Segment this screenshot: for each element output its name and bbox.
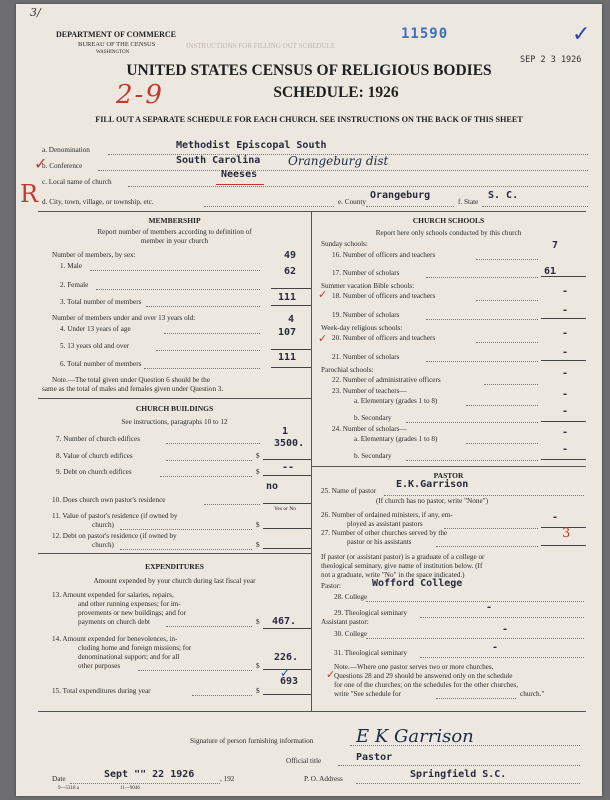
- q29-value: -: [486, 602, 493, 613]
- city-town-label: d. City, town, village, or township, etc.: [42, 198, 154, 206]
- q5-leader: [156, 350, 260, 351]
- pastor-heading: PASTOR: [433, 471, 464, 480]
- q6-leader: [144, 368, 260, 369]
- address-label: P. O. Address: [304, 775, 343, 783]
- q23b-leader: [406, 422, 538, 423]
- q24b-value: -: [562, 444, 569, 455]
- q30-value: -: [502, 624, 509, 635]
- q6-line: [271, 367, 311, 368]
- conference-handwritten: Orangeburg dist: [288, 154, 389, 168]
- q13-dollar: $: [256, 618, 260, 626]
- date-suffix: , 192: [220, 775, 235, 783]
- q10-label: 10. Does church own pastor's residence: [52, 496, 166, 504]
- conference-line: [98, 170, 588, 171]
- conference-value: South Carolina: [176, 155, 261, 166]
- q14-dollar: $: [256, 662, 260, 670]
- q13-label-b: and other running expenses; for im-: [78, 600, 181, 608]
- form-code-2: 11—9046: [120, 786, 140, 791]
- city-label: WASHINGTON: [96, 50, 130, 55]
- q6-value: 111: [278, 352, 297, 363]
- q19-label: 19. Number of scholars: [332, 311, 400, 319]
- q4-value: 4: [288, 314, 295, 325]
- form-number: 11590: [401, 26, 449, 42]
- q8-label: 8. Value of church edifices: [56, 452, 133, 460]
- date-stamp: SEP 2 3 1926: [520, 55, 582, 65]
- date-line: [70, 783, 220, 784]
- q28-leader: [366, 601, 584, 602]
- expenditures-heading: EXPENDITURES: [145, 562, 204, 571]
- q15-dollar: $: [256, 687, 260, 695]
- q22-label: 22. Number of administrative officers: [332, 376, 441, 384]
- q18-value: -: [562, 286, 569, 297]
- margin-check-mark: ✓: [34, 154, 48, 173]
- date-value: Sept "" 22 1926: [104, 769, 195, 780]
- q19-value: -: [562, 305, 569, 316]
- q12-dollar: $: [256, 541, 260, 549]
- q3-leader: [146, 306, 260, 307]
- q6-label: 6. Total number of members: [60, 360, 142, 368]
- schools-bottom-rule: [311, 466, 586, 467]
- q17-value: 61: [544, 266, 557, 277]
- q24a-leader: [466, 443, 538, 444]
- q8-leader: [166, 460, 252, 461]
- q14-leader: [138, 670, 252, 671]
- q18-label: 18. Number of officers and teachers: [332, 292, 436, 300]
- schedule-label: SCHEDULE: 1926: [273, 84, 399, 101]
- pastor-note4: write "See schedule for: [334, 690, 401, 698]
- denomination-label: a. Denomination: [42, 146, 90, 154]
- q10-value: no: [266, 481, 279, 492]
- q27-line: [541, 545, 586, 546]
- membership-heading: MEMBERSHIP: [148, 216, 201, 225]
- state-line: [482, 206, 588, 207]
- q2-label: 2. Female: [60, 281, 89, 289]
- q1-label: 1. Male: [60, 262, 82, 270]
- q29-leader: [420, 617, 584, 618]
- q7-value: 1: [282, 426, 289, 437]
- q25-label: 25. Name of pastor: [321, 487, 377, 495]
- q16-leader: [476, 259, 538, 260]
- q16-label: 16. Number of officers and teachers: [332, 251, 436, 259]
- q11-label-b: church): [92, 521, 114, 529]
- pastor-note1: Note.—Where one pastor serves two or more churches,: [334, 663, 494, 671]
- q15-leader: [192, 695, 252, 696]
- q31-value: -: [492, 642, 499, 653]
- conference-label: b. Conference: [42, 162, 83, 170]
- q19-line: [541, 318, 586, 319]
- q21-value: -: [562, 347, 569, 358]
- q11-label-a: 11. Value of pastor's residence (if owned by: [52, 512, 178, 520]
- q11-dollar: $: [256, 521, 260, 529]
- date-label: Date: [52, 775, 66, 783]
- section-divider-top: [38, 211, 586, 212]
- note-leader: [436, 698, 516, 699]
- q21-label: 21. Number of scholars: [332, 353, 400, 361]
- graduate-note1: If pastor (or assistant pastor) is a graduate of a college or: [321, 553, 485, 561]
- q9-line: [263, 475, 311, 476]
- q8-dollar: $: [256, 452, 260, 460]
- q14-label-c: denominational support; and for all: [78, 653, 180, 661]
- parochial-label: Parochial schools:: [321, 366, 374, 374]
- q9-leader: [160, 476, 252, 477]
- membership-sub2: member in your church: [140, 237, 209, 245]
- q23a-value: -: [562, 389, 569, 400]
- q12-label-b: church): [92, 541, 114, 549]
- q23b-label: b. Secondary: [354, 414, 392, 422]
- instructions-line: FILL OUT A SEPARATE SCHEDULE FOR EACH CHURCH. SEE INSTRUCTIONS ON THE BACK OF THIS SHEET: [95, 115, 523, 124]
- q4-leader: [164, 333, 260, 334]
- q13-line: [263, 628, 311, 629]
- q13-leader: [166, 626, 252, 627]
- q12-label-a: 12. Debt on pastor's residence (if owned by: [52, 532, 177, 540]
- q14-label-d: other purposes: [78, 662, 121, 670]
- q15-line: [263, 694, 311, 695]
- q15-label: 15. Total expenditures during year: [52, 687, 151, 695]
- q14-label-b: cluding home and foreign missions; for: [78, 644, 192, 652]
- q27-label-a: 27. Number of other churches served by the: [321, 529, 448, 537]
- handwritten-code: 2-9: [116, 80, 164, 110]
- buildings-bottom-rule: [38, 553, 311, 554]
- q12-leader: [120, 549, 252, 550]
- q19-leader: [426, 319, 538, 320]
- column-divider: [311, 211, 312, 711]
- q1-value: 49: [284, 250, 297, 261]
- q18-leader: [476, 300, 538, 301]
- state-value: S. C.: [488, 190, 519, 201]
- q30-leader: [366, 638, 584, 639]
- q23a-label: a. Elementary (grades 1 to 8): [354, 397, 438, 405]
- q10-leader: [204, 504, 260, 505]
- county-line: [366, 206, 454, 207]
- official-title-value: Pastor: [356, 752, 393, 763]
- q22-leader: [484, 384, 538, 385]
- pastor-label: Pastor:: [321, 582, 341, 590]
- q8-value: 3500.: [274, 438, 305, 449]
- q24-label: 24. Number of scholars—: [332, 425, 407, 433]
- q11-line: [263, 528, 311, 529]
- denomination-value: Methodist Episcopal South: [176, 140, 327, 151]
- q31-label: 31. Theological seminary: [334, 649, 408, 657]
- section-divider-bottom: [38, 711, 586, 712]
- pastor-note2: Questions 28 and 29 should be answered only on the schedule: [334, 672, 513, 680]
- church-name-line: [128, 186, 588, 187]
- q14-label-a: 14. Amount expended for benevolences, in-: [52, 635, 178, 643]
- church-name-value: Neeses: [221, 169, 258, 180]
- q27-leader: [436, 546, 538, 547]
- city-town-line: [204, 206, 334, 207]
- schools-sub: Report here only schools conducted by this church: [375, 229, 522, 237]
- q24a-value: -: [562, 427, 569, 438]
- q26-label-a: 26. Number of ordained ministers, if any, em-: [321, 511, 453, 519]
- q28-value: Wofford College: [372, 578, 463, 589]
- r-margin-mark: R: [20, 180, 39, 208]
- q29-label: 29. Theological seminary: [334, 609, 408, 617]
- address-line: [356, 783, 580, 784]
- official-title-label: Official title: [286, 757, 322, 765]
- dept-label: DEPARTMENT OF COMMERCE: [56, 30, 177, 39]
- church-name-label: c. Local name of church: [42, 178, 112, 186]
- expenditures-sub: Amount expended by your church during last fiscal year: [93, 577, 256, 585]
- bleed-through-text: INSTRUCTIONS FOR FILLING OUT SCHEDULE: [186, 42, 336, 50]
- signature-value: E K Garrison: [356, 726, 474, 747]
- q28-label: 28. College: [334, 593, 368, 601]
- q3-value: 111: [278, 292, 297, 303]
- county-label: e. County: [338, 198, 366, 206]
- membership-note1: Note.—The total given under Question 6 should be the: [52, 376, 210, 384]
- by-age-label: Number of members under and over 13 years old:: [52, 314, 196, 322]
- church-name-underline: [216, 184, 264, 185]
- q2-leader: [96, 289, 260, 290]
- q24b-label: b. Secondary: [354, 452, 392, 460]
- buildings-heading: CHURCH BUILDINGS: [135, 404, 214, 413]
- q4-label: 4. Under 13 years of age: [60, 325, 131, 333]
- q21-line: [541, 360, 586, 361]
- q31-leader: [420, 657, 584, 658]
- q7-label: 7. Number of church edifices: [56, 435, 141, 443]
- schools-heading: CHURCH SCHOOLS: [412, 216, 485, 225]
- address-value: Springfield S.C.: [410, 769, 507, 780]
- form-code-1: 9—5318 a: [58, 786, 79, 791]
- q17-line: [541, 276, 586, 277]
- pastor-note4b: church.": [520, 690, 545, 698]
- q11-leader: [120, 529, 252, 530]
- q13-label-d: payments on church debt: [78, 618, 151, 626]
- q24a-label: a. Elementary (grades 1 to 8): [354, 435, 438, 443]
- q27-label-b: pastor or his assistants: [347, 538, 412, 546]
- q25-note: (If church has no pastor, write "None"): [376, 497, 488, 505]
- q9-label: 9. Debt on church edifices: [56, 468, 132, 476]
- q26-leader: [444, 528, 538, 529]
- q14-value: 226.: [274, 652, 299, 663]
- q5-value: 107: [278, 327, 297, 338]
- graduate-note2: theological seminary, give name of institution below. (If: [321, 562, 483, 570]
- q15-check-mark: ✓: [280, 666, 291, 680]
- q9-dollar: $: [256, 468, 260, 476]
- q25-value: E.K.Garrison: [396, 479, 469, 490]
- q5-label: 5. 13 years old and over: [60, 342, 130, 350]
- q13-label-a: 13. Amount expended for salaries, repairs,: [52, 591, 174, 599]
- q20-check-mark: ✓: [318, 332, 328, 345]
- q25-leader: [384, 495, 584, 496]
- q2-value: 62: [284, 266, 297, 277]
- q20-label: 20. Number of officers and teachers: [332, 334, 436, 342]
- buildings-sub: See instructions, paragraphs 10 to 12: [121, 418, 228, 426]
- q23b-line: [541, 421, 586, 422]
- q1-leader: [90, 270, 260, 271]
- q27-value: 3: [562, 526, 571, 541]
- q17-leader: [426, 277, 538, 278]
- q3-line: [271, 305, 311, 306]
- note-check-mark: ✓: [326, 668, 336, 681]
- sunday-label: Sunday schools:: [321, 240, 368, 248]
- q18-check-mark: ✓: [318, 288, 328, 301]
- q24b-leader: [406, 460, 538, 461]
- graduate-note3: not a graduate, write "No" in the space indicated.): [321, 571, 465, 579]
- q22-value: -: [562, 368, 569, 379]
- q20-value: -: [562, 328, 569, 339]
- vacation-label: Summer vacation Bible schools:: [321, 282, 415, 290]
- q21-leader: [426, 361, 538, 362]
- q12-line: [263, 548, 311, 549]
- pastor-note3: for one of the churches; on the schedules for the other churches,: [334, 681, 519, 689]
- q7-leader: [166, 443, 260, 444]
- top-left-mark: 3/: [30, 6, 41, 19]
- q2-line: [271, 288, 311, 289]
- census-sheet: [16, 4, 602, 796]
- yes-no-hint: Yes or No: [274, 506, 297, 512]
- q16-value: 7: [552, 240, 559, 251]
- membership-note2: same as the total of males and females given under Question 3.: [42, 385, 224, 393]
- form-title: UNITED STATES CENSUS OF RELIGIOUS BODIES: [126, 62, 492, 79]
- q15-value: 693: [280, 676, 299, 687]
- q9-value: --: [282, 462, 295, 473]
- by-sex-label: Number of members, by sex:: [52, 251, 136, 259]
- q24b-line: [541, 459, 586, 460]
- q13-label-c: provements or new buildings; and for: [78, 609, 186, 617]
- q17-label: 17. Number of scholars: [332, 269, 400, 277]
- q13-value: 467.: [272, 616, 297, 627]
- q30-label: 30. College: [334, 630, 368, 638]
- top-check-mark: ✓: [572, 22, 591, 47]
- assistant-pastor-label: Assistant pastor:: [321, 618, 369, 626]
- weekday-label: Week-day religious schools:: [321, 324, 403, 332]
- q8-line: [263, 459, 311, 460]
- q3-label: 3. Total number of members: [60, 298, 142, 306]
- q23b-value: -: [562, 406, 569, 417]
- membership-bottom-rule: [38, 398, 311, 399]
- signature-label: Signature of person furnishing information: [190, 737, 314, 745]
- q23a-leader: [466, 405, 538, 406]
- bureau-label: BUREAU OF THE CENSUS: [78, 41, 156, 48]
- membership-sub1: Report number of members according to definition of: [97, 228, 252, 236]
- q5-line: [271, 349, 311, 350]
- q26-value: -: [552, 512, 559, 523]
- q20-leader: [476, 342, 538, 343]
- q26-label-b: ployed as assistant pastors: [347, 520, 423, 528]
- q23-label: 23. Number of teachers—: [332, 387, 407, 395]
- state-label: f. State: [458, 198, 479, 206]
- county-value: Orangeburg: [370, 190, 431, 201]
- title-line: [338, 765, 580, 766]
- q10-line: [263, 503, 311, 504]
